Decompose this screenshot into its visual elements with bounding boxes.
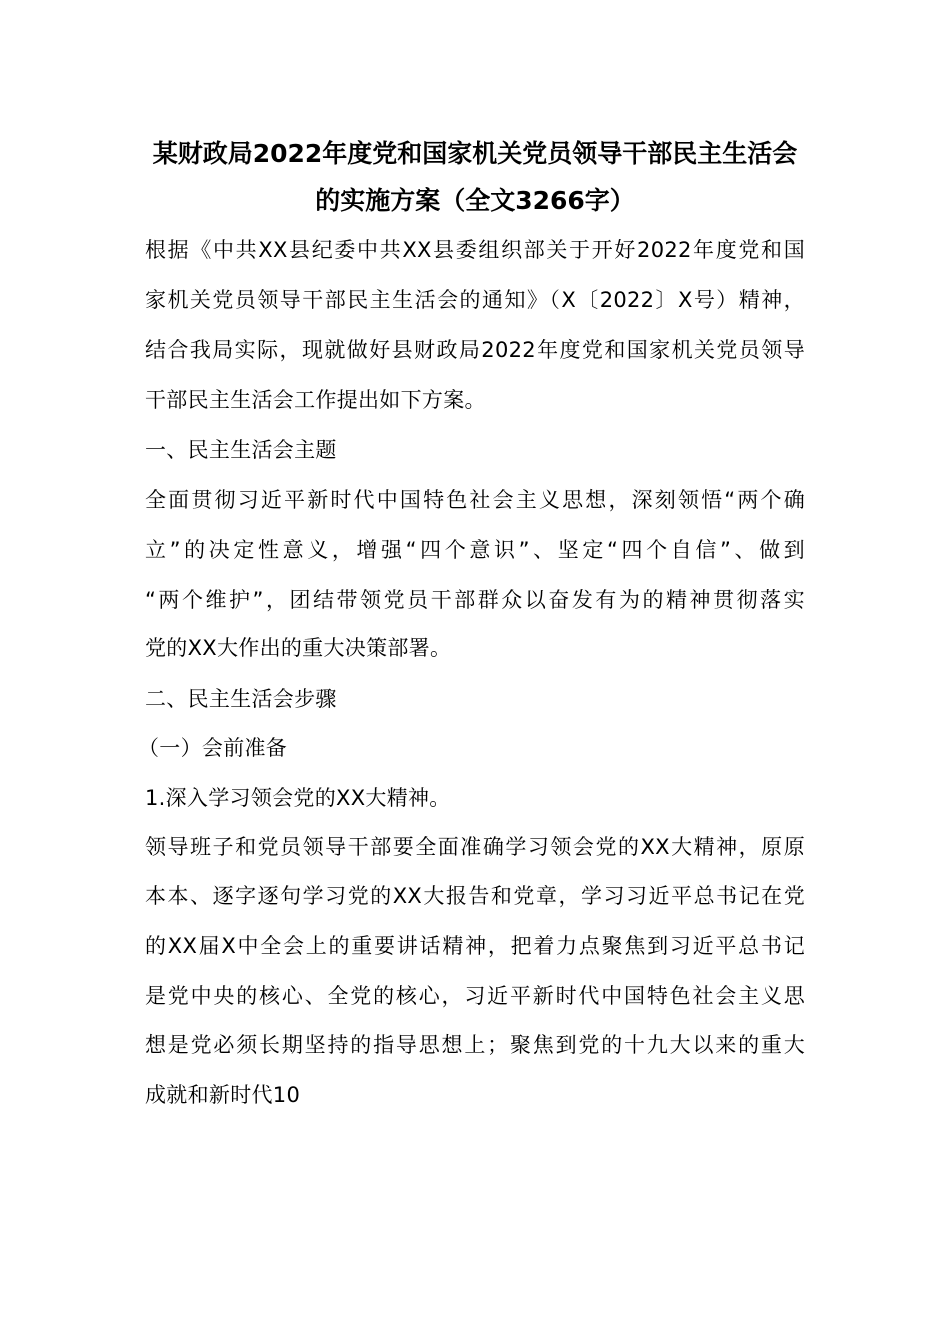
item-1-line-6: 成就和新时代10 <box>145 1083 301 1107</box>
document-title-line-1: 某财政局2022年度党和国家机关党员领导干部民主生活会 <box>152 139 798 168</box>
section-1-line-3: “两个维护”，团结带领党员干部群众以奋发有为的精神贯彻落实 <box>145 588 805 612</box>
section-2-heading: 二、民主生活会步骤 <box>145 687 337 711</box>
section-1-line-2: 立”的决定性意义，增强“四个意识”、坚定“四个自信”、做到 <box>145 538 805 562</box>
intro-line-1: 根据《中共XX县纪委中共XX县委组织部关于开好2022年度党和国 <box>145 238 805 262</box>
intro-line-4: 干部民主生活会工作提出如下方案。 <box>145 388 486 412</box>
item-1-line-3: 的XX届X中全会上的重要讲话精神，把着力点聚焦到习近平总书记 <box>145 934 805 958</box>
item-1-line-5: 想是党必须长期坚持的指导思想上；聚焦到党的十九大以来的重大 <box>145 1033 805 1057</box>
document-title-line-2: 的实施方案（全文3266字） <box>315 186 635 215</box>
section-1-line-1: 全面贯彻习近平新时代中国特色社会主义思想，深刻领悟“两个确 <box>145 488 805 512</box>
item-1-line-4: 是党中央的核心、全党的核心，习近平新时代中国特色社会主义思 <box>145 984 805 1008</box>
section-1-heading: 一、民主生活会主题 <box>145 438 337 462</box>
subsection-1-heading: （一）会前准备 <box>138 736 288 760</box>
item-1-line-1: 领导班子和党员领导干部要全面准确学习领会党的XX大精神，原原 <box>145 835 805 859</box>
item-1-line-2: 本本、逐字逐句学习党的XX大报告和党章，学习习近平总书记在党 <box>145 884 805 908</box>
section-1-line-4: 党的XX大作出的重大决策部署。 <box>145 636 452 660</box>
intro-line-3: 结合我局实际，现就做好县财政局2022年度党和国家机关党员领导 <box>145 338 805 362</box>
item-1-heading: 1.深入学习领会党的XX大精神。 <box>145 786 451 810</box>
intro-line-2: 家机关党员领导干部民主生活会的通知》（X〔2022〕X号）精神， <box>145 288 805 312</box>
